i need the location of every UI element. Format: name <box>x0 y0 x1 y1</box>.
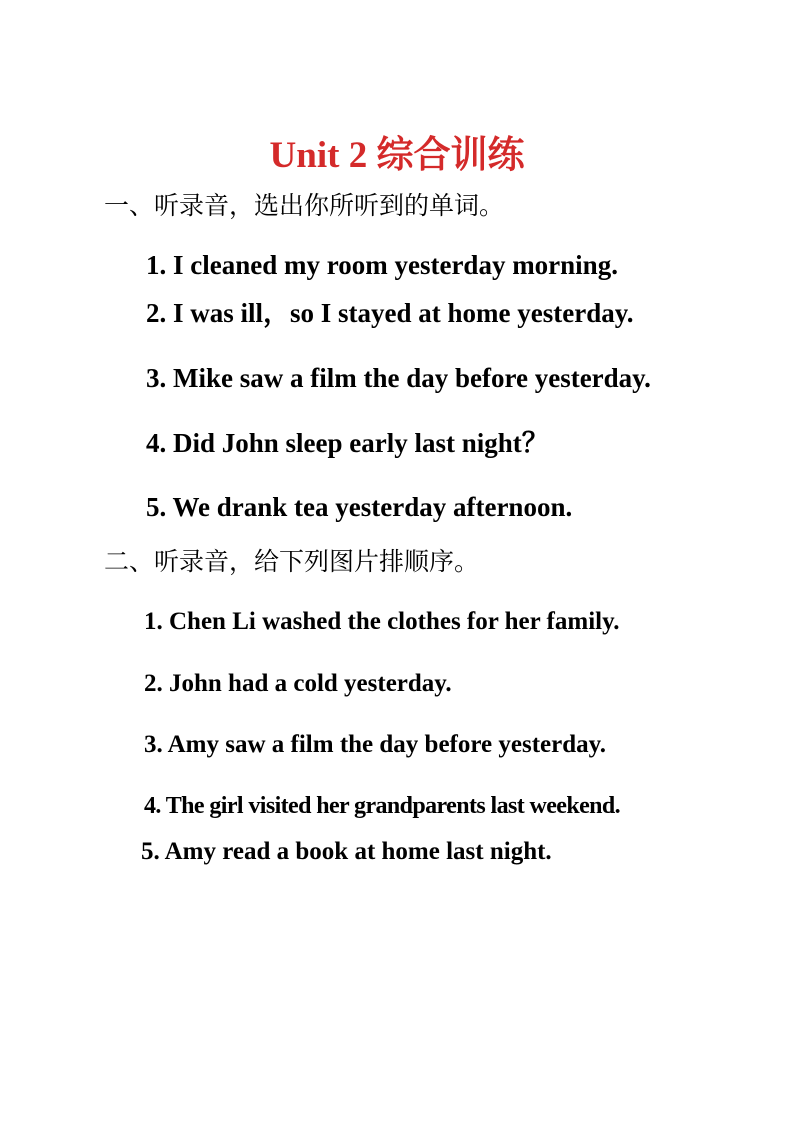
section-two-item-4: 4. The girl visited her grandparents last weekend. <box>144 793 621 819</box>
section-one-item-4: 4. Did John sleep early last night？ <box>146 428 549 458</box>
section-two-heading: 二、听录音，给下列图片排顺序。 <box>104 547 480 576</box>
section-one-item-5: 5. We drank tea yesterday afternoon. <box>146 492 573 522</box>
section-one-item-3: 3. Mike saw a film the day before yesterday. <box>146 363 651 393</box>
section-two-item-5: 5. Amy read a book at home last night. <box>141 838 552 865</box>
page-title: Unit 2 综合训练 <box>269 135 525 176</box>
section-two-item-2: 2. John had a cold yesterday. <box>144 670 452 697</box>
section-one-item-1: 1. I cleaned my room yesterday morning. <box>146 250 618 280</box>
section-one-item-2: 2. I was ill，so I stayed at home yesterday. <box>146 298 634 328</box>
section-two-item-3: 3. Amy saw a film the day before yesterday. <box>144 731 606 758</box>
section-one-heading: 一、听录音，选出你所听到的单词。 <box>104 191 505 220</box>
section-two-item-1: 1. Chen Li washed the clothes for her family. <box>144 608 620 635</box>
